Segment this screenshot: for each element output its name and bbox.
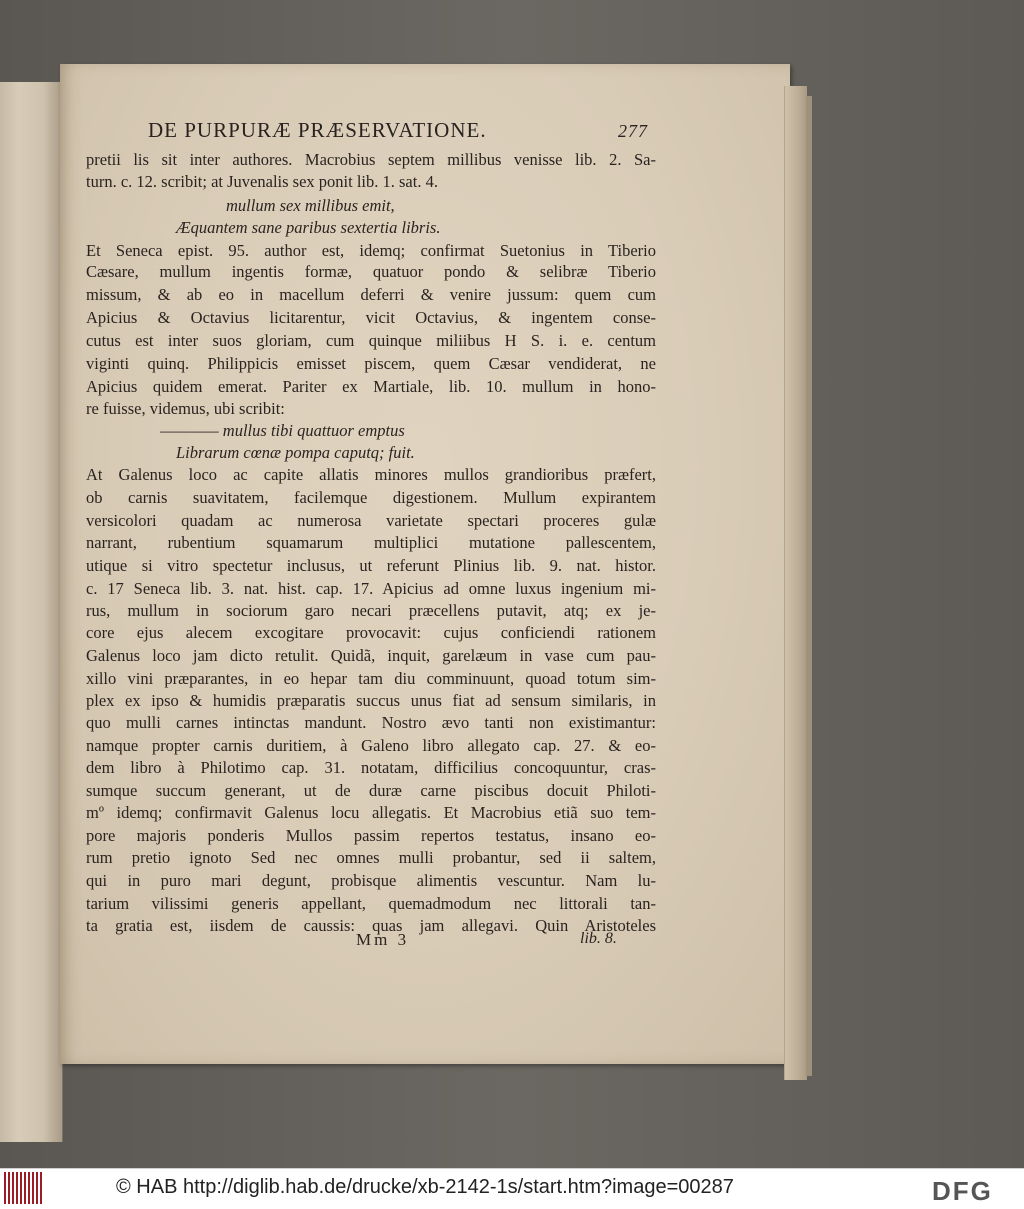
signature-mark: Mm 3	[356, 930, 410, 949]
text-line: qui in puro mari degunt, probisque alimentis vescuntur. Nam lu-	[86, 871, 656, 890]
running-head-title: DE PURPURÆ PRÆSERVATIONE.	[148, 118, 487, 142]
text-line: pretii lis sit inter authores. Macrobius septem millibus venisse lib. 2. Sa-	[86, 150, 656, 169]
text-line: Æquantem sane paribus sextertia libris.	[176, 218, 441, 237]
hab-logo-icon	[4, 1172, 48, 1204]
text-line: ———— mullus tibi quattuor emptus	[160, 421, 405, 440]
text-line: cutus est inter suos gloriam, cum quinque miliibus H S. i. e. centum	[86, 331, 656, 350]
text-line: core ejus alecem excogitare provocavit: cujus conficiendi rationem	[86, 623, 656, 642]
text-line: mullum sex millibus emit,	[226, 196, 395, 215]
text-line: rum pretio ignoto Sed nec omnes mulli probantur, sed ii saltem,	[86, 848, 656, 867]
text-line: utique si vitro spectetur inclusus, ut referunt Plinius lib. 9. nat. histor.	[86, 556, 656, 575]
text-line: plex ex ipso & humidis præparatis succus unus fiat ad sensum similaris, in	[86, 691, 656, 710]
copyright-link[interactable]: © HAB http://diglib.hab.de/drucke/xb-2142-1s/start.htm?image=00287	[116, 1176, 734, 1198]
text-line: viginti quinq. Philippicis emisset piscem, quem Cæsar vendiderat, ne	[86, 354, 656, 373]
text-line: xillo vini præparantes, in eo hepar tam diu comminuunt, quoad totum sim-	[86, 669, 656, 688]
page-stack-edge	[784, 86, 807, 1080]
text-line: Et Seneca epist. 95. author est, idemq; confirmat Suetonius in Tiberio	[86, 241, 656, 260]
text-line: Galenus loco jam dicto retulit. Quidã, inquit, garelæum in vase cum pau-	[86, 646, 656, 665]
text-line: ob carnis suavitatem, facilemque digestionem. Mullum expirantem	[86, 488, 656, 507]
catchword: lib. 8.	[580, 930, 617, 947]
text-line: c. 17 Seneca lib. 3. nat. hist. cap. 17. Apicius ad omne luxus ingenium mi-	[86, 579, 656, 598]
dfg-logo-icon: DFG	[932, 1176, 993, 1206]
running-head	[148, 118, 648, 143]
text-line: Librarum cœnæ pompa caputq; fuit.	[176, 443, 415, 462]
text-line: rus, mullum in sociorum garo necari præcellens putavit, atq; ex je-	[86, 601, 656, 620]
text-line: namque propter carnis duritiem, à Galeno libro allegato cap. 27. & eo-	[86, 736, 656, 755]
text-line: sumque succum generant, ut de duræ carne piscibus docuit Philoti-	[86, 781, 656, 800]
text-line: narrant, rubentium squamarum multiplici mutatione pallescentem,	[86, 533, 656, 552]
text-line: Cæsare, mullum ingentis formæ, quatuor pondo & selibræ Tiberio	[86, 262, 656, 281]
text-line: dem libro à Philotimo cap. 31. notatam, difficilius concoquuntur, cras-	[86, 758, 656, 777]
text-line: Apicius quidem emerat. Pariter ex Martiale, lib. 10. mullum in hono-	[86, 377, 656, 396]
text-line: mº idemq; confirmavit Galenus locu allegatis. Et Macrobius etiã suo tem-	[86, 803, 656, 822]
page-number: 277	[618, 121, 648, 141]
text-line: turn. c. 12. scribit; at Juvenalis sex ponit lib. 1. sat. 4.	[86, 172, 438, 191]
text-line: missum, & ab eo in macellum deferri & venire jussum: quem cum	[86, 285, 656, 304]
text-line: At Galenus loco ac capite allatis minores mullos grandioribus præfert,	[86, 465, 656, 484]
text-line: re fuisse, videmus, ubi scribit:	[86, 399, 285, 418]
text-line: versicolori quadam ac numerosa varietate spectari proceres gulæ	[86, 511, 656, 530]
text-line: ta gratia est, iisdem de caussis: quas jam allegavi. Quin Aristoteles	[86, 916, 656, 935]
text-line: pore majoris ponderis Mullos passim repertos testatus, insano eo-	[86, 826, 656, 845]
text-line: quo mulli carnes intinctas mandunt. Nostro ævo tanti non existimantur:	[86, 713, 656, 732]
previous-page-edge	[0, 82, 63, 1142]
text-line: tarium vilissimi generis appellant, quemadmodum nec littorali tan-	[86, 894, 656, 913]
text-line: Apicius & Octavius licitarentur, vicit Octavius, & ingentem conse-	[86, 308, 656, 327]
page-stack-shadow	[806, 96, 812, 1076]
